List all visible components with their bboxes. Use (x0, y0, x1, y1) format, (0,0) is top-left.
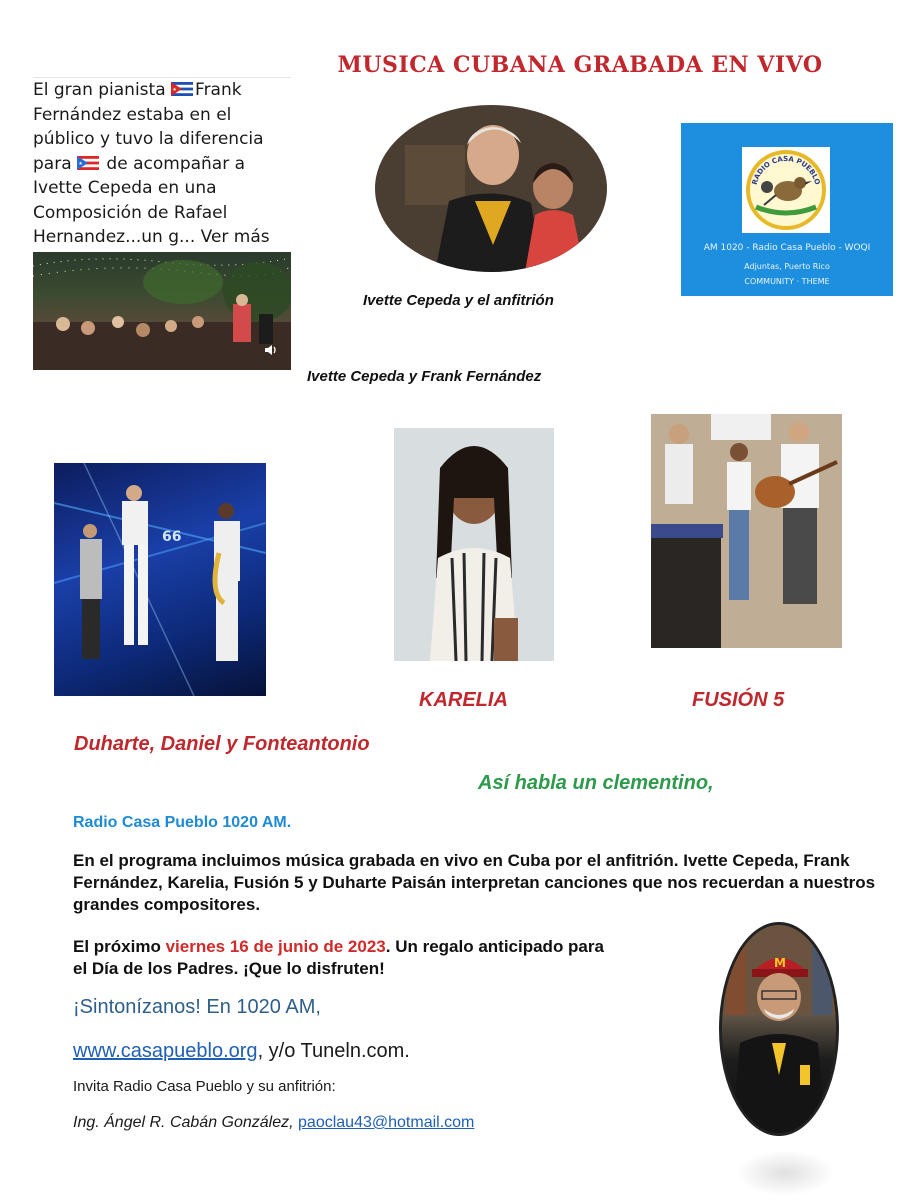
puerto-rico-flag-icon (77, 156, 99, 170)
host-oval-photo[interactable] (375, 105, 607, 272)
date-mid-text: . Un regalo anticipado para (385, 937, 604, 956)
post-line-6: Composición de Rafael (33, 202, 228, 223)
speaker-icon[interactable] (263, 342, 279, 358)
karelia-photo[interactable] (394, 428, 554, 661)
program-description: En el programa incluimos música grabada en vivo en Cuba por el anfitrión. Ivette Cepeda, Frank Fernández, Karelia, Fusión 5 y Duharte Paisán interpretan canciones que nos recuerdan a nuestros grandes compositores. (73, 851, 876, 914)
signature-line (73, 1114, 474, 1132)
date-end-text: el Día de los Padres. ¡Que lo disfruten! (73, 959, 385, 978)
website-line (73, 1040, 410, 1063)
band-photo-illustration (54, 463, 266, 696)
invitation-text: Invita Radio Casa Pueblo y su anfitrión: (73, 1078, 336, 1095)
decorative-shadow (735, 1150, 835, 1196)
post-line-4: para (33, 153, 78, 174)
post-line-7[interactable]: Hernandez...un g... Ver más (33, 227, 270, 247)
fusion5-photo[interactable] (651, 414, 842, 648)
karelia-photo-illustration (394, 428, 554, 661)
date-intro-text: El próximo (73, 937, 166, 956)
concert-crowd-photo[interactable] (33, 252, 291, 370)
stage-number-66: 66 (162, 529, 182, 545)
post-line-2: Fernández estaba en el (33, 104, 232, 125)
host-portrait-oval[interactable] (719, 922, 839, 1136)
radio-logo-arc-text (742, 147, 830, 233)
post-line-1b: Frank (195, 80, 242, 100)
fusion5-photo-illustration (651, 414, 842, 648)
post-line-5: Ivette Cepeda en una (33, 178, 217, 198)
post-line-4b: de acompañar a (101, 153, 246, 174)
duharte-caption: Duharte, Daniel y Fonteantonio (74, 733, 370, 755)
website-suffix: , y/o Tuneln.com. (257, 1040, 410, 1062)
crowd-photo-caption: Ivette Cepeda y Frank Fernández (307, 368, 542, 385)
website-link[interactable]: www.casapueblo.org (73, 1040, 258, 1062)
host-portrait-illustration (722, 925, 836, 1133)
facebook-post-text (33, 78, 291, 250)
radio-logo-line2: Adjuntas, Puerto Rico (744, 262, 830, 271)
page-title: MUSICA CUBANA GRABADA EN VIVO (337, 52, 823, 78)
post-line-3: público y tuvo la diferencia (33, 129, 264, 149)
karelia-caption: KARELIA (419, 689, 508, 711)
post-line-1: El gran pianista (33, 80, 172, 100)
station-heading: Radio Casa Pueblo 1020 AM. (73, 814, 292, 831)
cap-letter-m: M (774, 956, 786, 970)
radio-logo-line3: COMMUNITY · THEME (744, 277, 830, 286)
concert-crowd-illustration (33, 252, 291, 370)
radio-arc-text: RADIO CASA PUEBLO (750, 154, 822, 186)
clementino-caption: Así habla un clementino, (478, 772, 714, 794)
tune-in-text: ¡Sintonízanos! En 1020 AM, (73, 996, 321, 1018)
duharte-band-photo[interactable] (54, 463, 266, 696)
broadcast-date-paragraph (73, 936, 713, 980)
host-photo-caption: Ivette Cepeda y el anfitrión (363, 292, 554, 309)
radio-logo-line1: AM 1020 - Radio Casa Pueblo - WOQI (703, 243, 871, 253)
host-photo-illustration (375, 105, 607, 272)
broadcast-date: viernes 16 de junio de 2023 (165, 937, 386, 956)
email-link[interactable]: paoclau43@hotmail.com (298, 1114, 475, 1131)
fusion5-caption: FUSIÓN 5 (692, 689, 785, 711)
signer-name: Ing. Ángel R. Cabán González, (73, 1114, 294, 1131)
cuba-flag-icon (171, 82, 193, 96)
svg-text:RADIO CASA PUEBLO (751, 155, 822, 186)
